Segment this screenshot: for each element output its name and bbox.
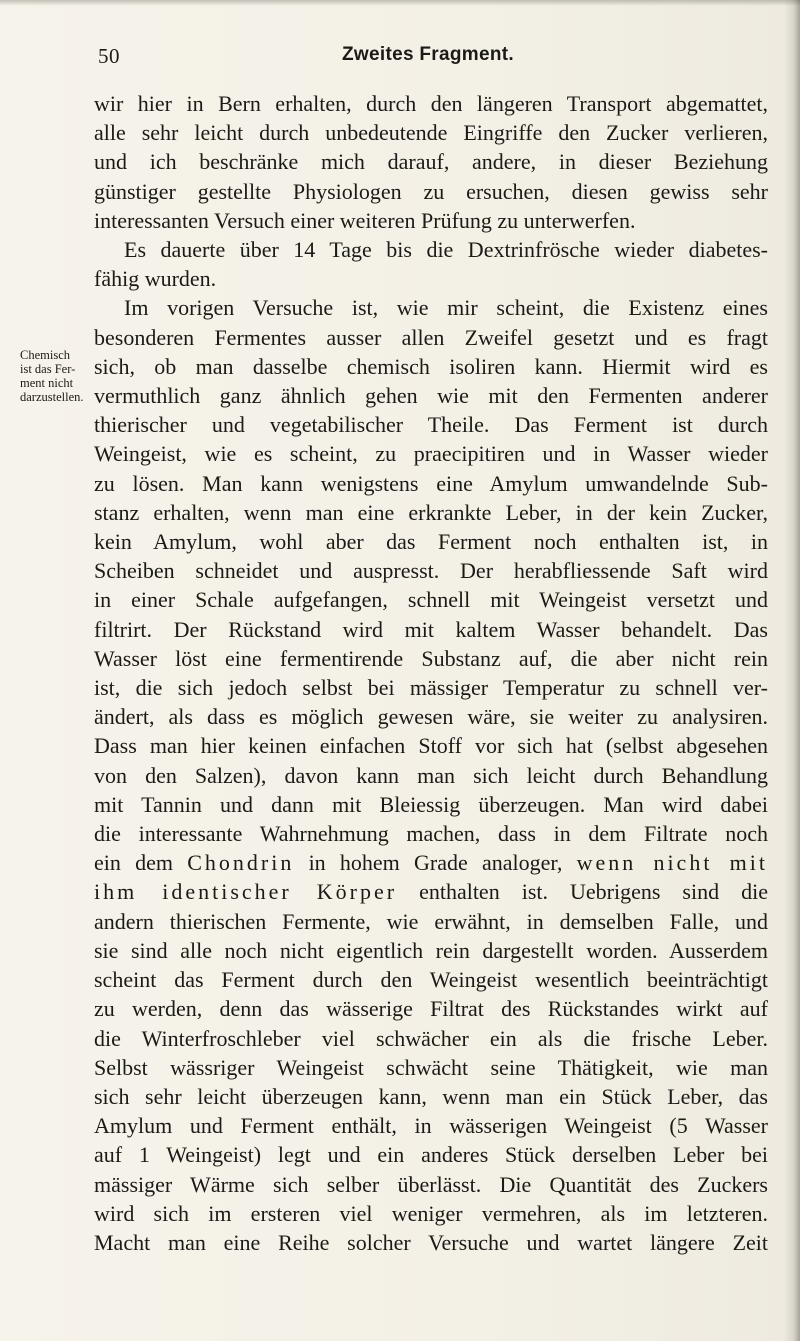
text-line-spaced (94, 848, 768, 877)
text-line: besonderen Fermentes ausser allen Zweifel gesetzt und es fragt (94, 324, 768, 350)
paragraph (94, 89, 768, 235)
text-line: interessanten Versuch einer weiteren Prüfung zu unterwerfen. (94, 207, 636, 233)
text-line: Wasser löst eine fermentirende Substanz auf, die aber nicht rein (94, 645, 768, 671)
paragraph (94, 235, 768, 293)
running-head: Zweites Fragment. (342, 44, 514, 65)
text-line: fähig wurden. (94, 266, 217, 292)
page-top-shadow (0, 0, 800, 6)
text-line: ist, die sich jedoch selbst bei mässiger Temperatur zu schnell ver- (94, 675, 768, 701)
text-line: wird sich im ersteren viel weniger vermehren, als im letzteren. (94, 1200, 768, 1226)
text-line: von den Salzen), davon kann man sich leicht durch Behandlung (94, 762, 768, 788)
text-line: sich, ob man dasselbe chemisch isoliren kann. Hiermit wird es (94, 353, 768, 379)
text-line: Selbst wässriger Weingeist schwächt seine Thätigkeit, wie man (94, 1054, 768, 1080)
page-edge-shadow (784, 0, 800, 1341)
text-line: mit Tannin und dann mit Bleiessig überzeugen. Man wird dabei (94, 791, 768, 817)
marginal-note (20, 348, 92, 404)
emphasized-phrase: ihm identischer Körper (94, 879, 398, 905)
page-header (88, 44, 768, 74)
marginal-note-line: Chemisch (20, 348, 70, 362)
text-line: zu werden, denn das wässerige Filtrat des Rückstandes wirkt auf (94, 996, 768, 1022)
paragraph (94, 293, 768, 1257)
body-text (94, 89, 768, 1257)
text-line: sich sehr leicht überzeugen kann, wenn man ein Stück Leber, das (94, 1083, 768, 1109)
text-run: ein dem (94, 850, 188, 876)
text-line: sie sind alle noch nicht eigentlich rein dargestellt worden. Ausserdem (94, 937, 768, 963)
text-line: die Winterfroschleber viel schwächer ein als die frische Leber. (94, 1025, 768, 1051)
marginal-note-line: ment nicht (20, 376, 74, 390)
text-line-spaced (94, 877, 768, 906)
text-line: Macht man eine Reihe solcher Versuche und wartet längere Zeit (94, 1229, 768, 1255)
text-line: ändert, als dass es möglich gewesen wäre, sie weiter zu analysiren. (94, 704, 768, 730)
text-line: mässiger Wärme sich selber überlässt. Die Quantität des Zuckers (94, 1171, 768, 1197)
emphasized-phrase: wenn nicht mit (576, 850, 768, 876)
text-line: andern thierischen Fermente, wie erwähnt, in demselben Falle, und (94, 908, 768, 934)
text-line: in einer Schale aufgefangen, schnell mit Weingeist versetzt und (94, 587, 768, 613)
text-line: Scheiben schneidet und auspresst. Der herabfliessende Saft wird (94, 558, 768, 584)
text-line: Dass man hier keinen einfachen Stoff vor sich hat (selbst abgesehen (94, 733, 768, 759)
text-line: Amylum und Ferment enthält, in wässerigen Weingeist (5 Wasser (94, 1113, 768, 1139)
marginal-note-line: darzustellen. (20, 390, 84, 404)
text-line: vermuthlich ganz ähnlich gehen wie mit den Fermenten anderer (94, 383, 768, 409)
text-line: die interessante Wahrnehmung machen, dass in dem Filtrate noch (94, 821, 768, 847)
text-line: wir hier in Bern erhalten, durch den längeren Transport abgemattet, (94, 91, 768, 116)
page-number: 50 (98, 44, 120, 68)
text-line: filtrirt. Der Rückstand wird mit kaltem Wasser behandelt. Das (94, 616, 768, 642)
text-line: Weingeist, wie es scheint, zu praecipitiren und in Wasser wieder (94, 441, 768, 467)
text-line: thierischer und vegetabilischer Theile. Das Ferment ist durch (94, 412, 768, 438)
text-line: auf 1 Weingeist) legt und ein anderes Stück derselben Leber bei (94, 1142, 768, 1168)
emphasized-term: Chondrin (187, 850, 295, 876)
text-line: Es dauerte über 14 Tage bis die Dextrinfrösche wieder diabetes- (124, 237, 768, 263)
text-run: enthalten ist. Uebrigens sind die (397, 879, 768, 905)
marginal-note-line: ist das Fer- (20, 362, 76, 376)
text-run: in hohem Grade analoger, (294, 850, 577, 876)
text-line: scheint das Ferment durch den Weingeist wesentlich beeinträchtigt (94, 967, 768, 993)
text-line: zu lösen. Man kann wenigstens eine Amylum umwandelnde Sub- (94, 470, 768, 496)
text-line: Im vorigen Versuche ist, wie mir scheint, die Existenz eines (124, 295, 768, 321)
text-line: und ich beschränke mich darauf, andere, in dieser Beziehung (94, 149, 768, 175)
text-line: stanz erhalten, wenn man eine erkrankte Leber, in der kein Zucker, (94, 499, 768, 525)
text-line: günstiger gestellte Physiologen zu ersuchen, diesen gewiss sehr (94, 178, 768, 204)
text-line: kein Amylum, wohl aber das Ferment noch enthalten ist, in (94, 529, 768, 555)
text-line: alle sehr leicht durch unbedeutende Eingriffe den Zucker verlieren, (94, 120, 768, 146)
